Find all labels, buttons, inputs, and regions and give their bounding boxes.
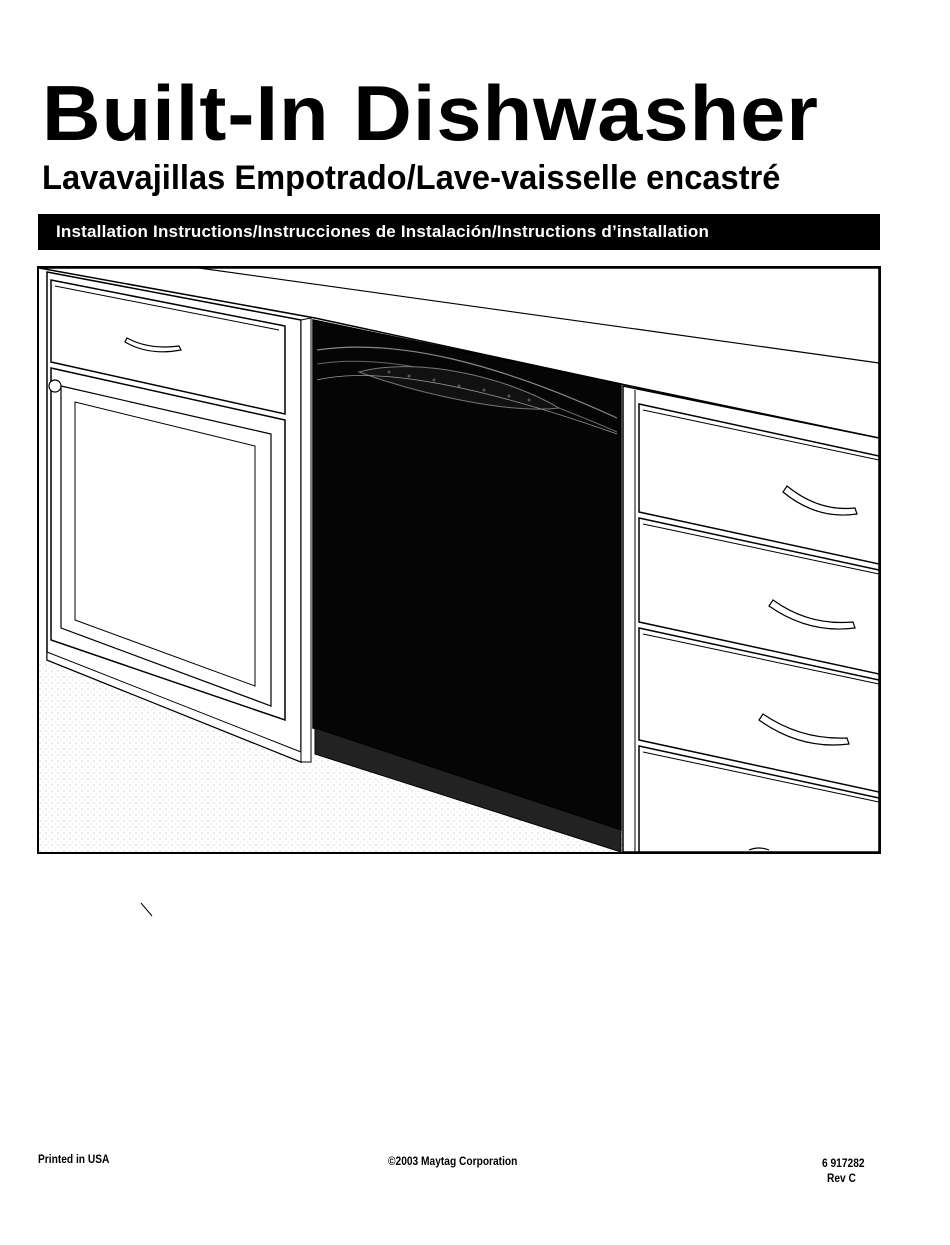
printed-in-text: Printed in USA [38,1152,110,1166]
dishwasher-illustration [37,266,881,854]
banner-text: Installation Instructions/Instrucciones de Instalación/Instructions d’installation [56,222,710,241]
revision-text: Rev C [827,1171,856,1185]
document-subtitle: Lavavajillas Empotrado/Lave-vaisselle encastré [42,159,781,197]
instructions-banner [38,214,880,250]
document-title: Built-In Dishwasher [42,69,819,157]
copyright-text: ©2003 Maytag Corporation [388,1154,518,1168]
stray-mark [140,902,154,918]
dishwasher-drawing [39,268,879,852]
part-number-text: 6 917282 [822,1156,865,1170]
